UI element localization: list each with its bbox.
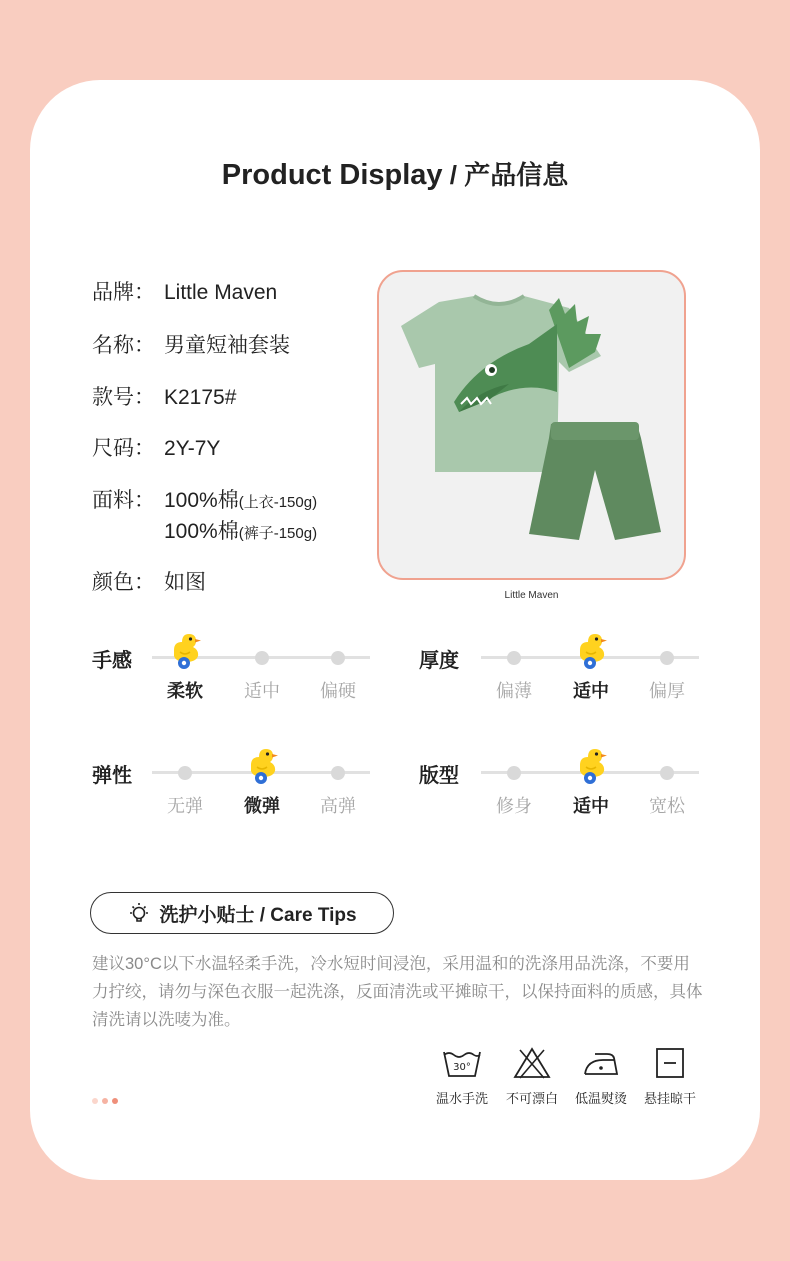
- scale-option: 修身: [496, 796, 532, 816]
- spec-model: [92, 381, 236, 411]
- scale-option-selected: 微弹: [244, 796, 280, 816]
- photo-caption: Little Maven: [504, 590, 559, 601]
- care-instructions: 建议30°C以下水温轻柔手洗，冷水短时间浸泡，采用温和的洗涤用品洗涤，不要用力拧绞，请勿与深色衣服一起洗涤，反面清洗或平摊晾干，以保持面料的质感，具体清洗请以洗唛为准。: [92, 955, 703, 1029]
- spec-fabric: [92, 484, 318, 543]
- wash-temp: 30°: [453, 1062, 471, 1073]
- spec-color: [92, 566, 206, 596]
- spec-key: 款号：: [92, 386, 155, 409]
- care-tips-header: [90, 892, 394, 934]
- scale-dot: [660, 651, 674, 665]
- spec-value: 男童短袖套装: [164, 334, 290, 357]
- page-dot: [102, 1098, 108, 1104]
- care-item-hand-wash: [432, 1046, 492, 1107]
- scale-dot: [331, 651, 345, 665]
- scale-dot: [507, 651, 521, 665]
- scale-label: 厚度: [419, 650, 459, 672]
- duck-marker-icon: [168, 630, 202, 670]
- spec-brand: [92, 276, 277, 306]
- spec-key: 面料：: [92, 489, 155, 512]
- scale-option: 偏薄: [496, 681, 532, 701]
- scale-dot: [178, 766, 192, 780]
- scale-option: 无弹: [167, 796, 203, 816]
- hang-dry-icon: [653, 1046, 687, 1080]
- spec-value: K2175#: [164, 386, 237, 409]
- spec-key: 品牌：: [92, 281, 155, 304]
- care-item-hang-dry: [640, 1046, 700, 1107]
- product-illustration: [379, 272, 684, 578]
- spec-value: 如图: [164, 571, 206, 594]
- product-photo: [377, 270, 686, 580]
- care-tips-title: 洗护小贴士 / Care Tips: [159, 904, 357, 926]
- scale-label: 手感: [92, 650, 132, 672]
- scale-dot: [660, 766, 674, 780]
- care-label: 不可漂白: [505, 1091, 558, 1106]
- spec-key: 颜色：: [92, 571, 155, 594]
- title-separator: /: [442, 160, 465, 190]
- spec-size: [92, 432, 220, 462]
- page-dot: [92, 1098, 98, 1104]
- scale-dot: [507, 766, 521, 780]
- care-label: 低温熨烫: [574, 1091, 627, 1106]
- no-bleach-icon: [512, 1046, 552, 1080]
- duck-marker-icon: [574, 630, 608, 670]
- spec-note: (裤子-150g): [238, 525, 318, 542]
- duck-marker-icon: [574, 745, 608, 785]
- scale-option-selected: 适中: [573, 796, 609, 816]
- scale-option: 高弹: [320, 796, 356, 816]
- page-title: [0, 155, 790, 192]
- spec-note: (上衣-150g): [238, 494, 318, 511]
- spec-key: 名称：: [92, 334, 155, 357]
- lightbulb-icon: [127, 901, 151, 925]
- spec-name: [92, 329, 290, 359]
- scale-option: 偏厚: [649, 681, 685, 701]
- title-zh: 产品信息: [464, 160, 569, 190]
- title-en: Product Display: [221, 159, 443, 191]
- care-item-no-bleach: [502, 1046, 562, 1107]
- scale-option-selected: 柔软: [167, 681, 203, 701]
- spec-value: 100%棉: [164, 489, 239, 512]
- scale-option: 宽松: [649, 796, 685, 816]
- duck-marker-icon: [245, 745, 279, 785]
- care-label: 悬挂晾干: [643, 1091, 696, 1106]
- scale-label: 弹性: [92, 765, 132, 787]
- scale-option-selected: 适中: [573, 681, 609, 701]
- hand-wash-30-icon: [440, 1046, 484, 1080]
- scale-option: 适中: [244, 681, 280, 701]
- spec-value: 100%棉: [164, 520, 239, 543]
- care-item-low-iron: [571, 1046, 631, 1107]
- page-dot-active: [112, 1098, 118, 1104]
- spec-key: 尺码：: [92, 437, 155, 460]
- page-indicator: [92, 1091, 122, 1109]
- scale-label: 版型: [419, 765, 459, 787]
- spec-value: Little Maven: [164, 281, 278, 304]
- spec-value: 2Y-7Y: [164, 437, 221, 460]
- spec-fabric-line2: [164, 515, 317, 545]
- scale-dot: [331, 766, 345, 780]
- scale-dot: [255, 651, 269, 665]
- scale-option: 偏硬: [320, 681, 356, 701]
- care-label: 温水手洗: [435, 1091, 488, 1106]
- low-iron-icon: [581, 1046, 621, 1080]
